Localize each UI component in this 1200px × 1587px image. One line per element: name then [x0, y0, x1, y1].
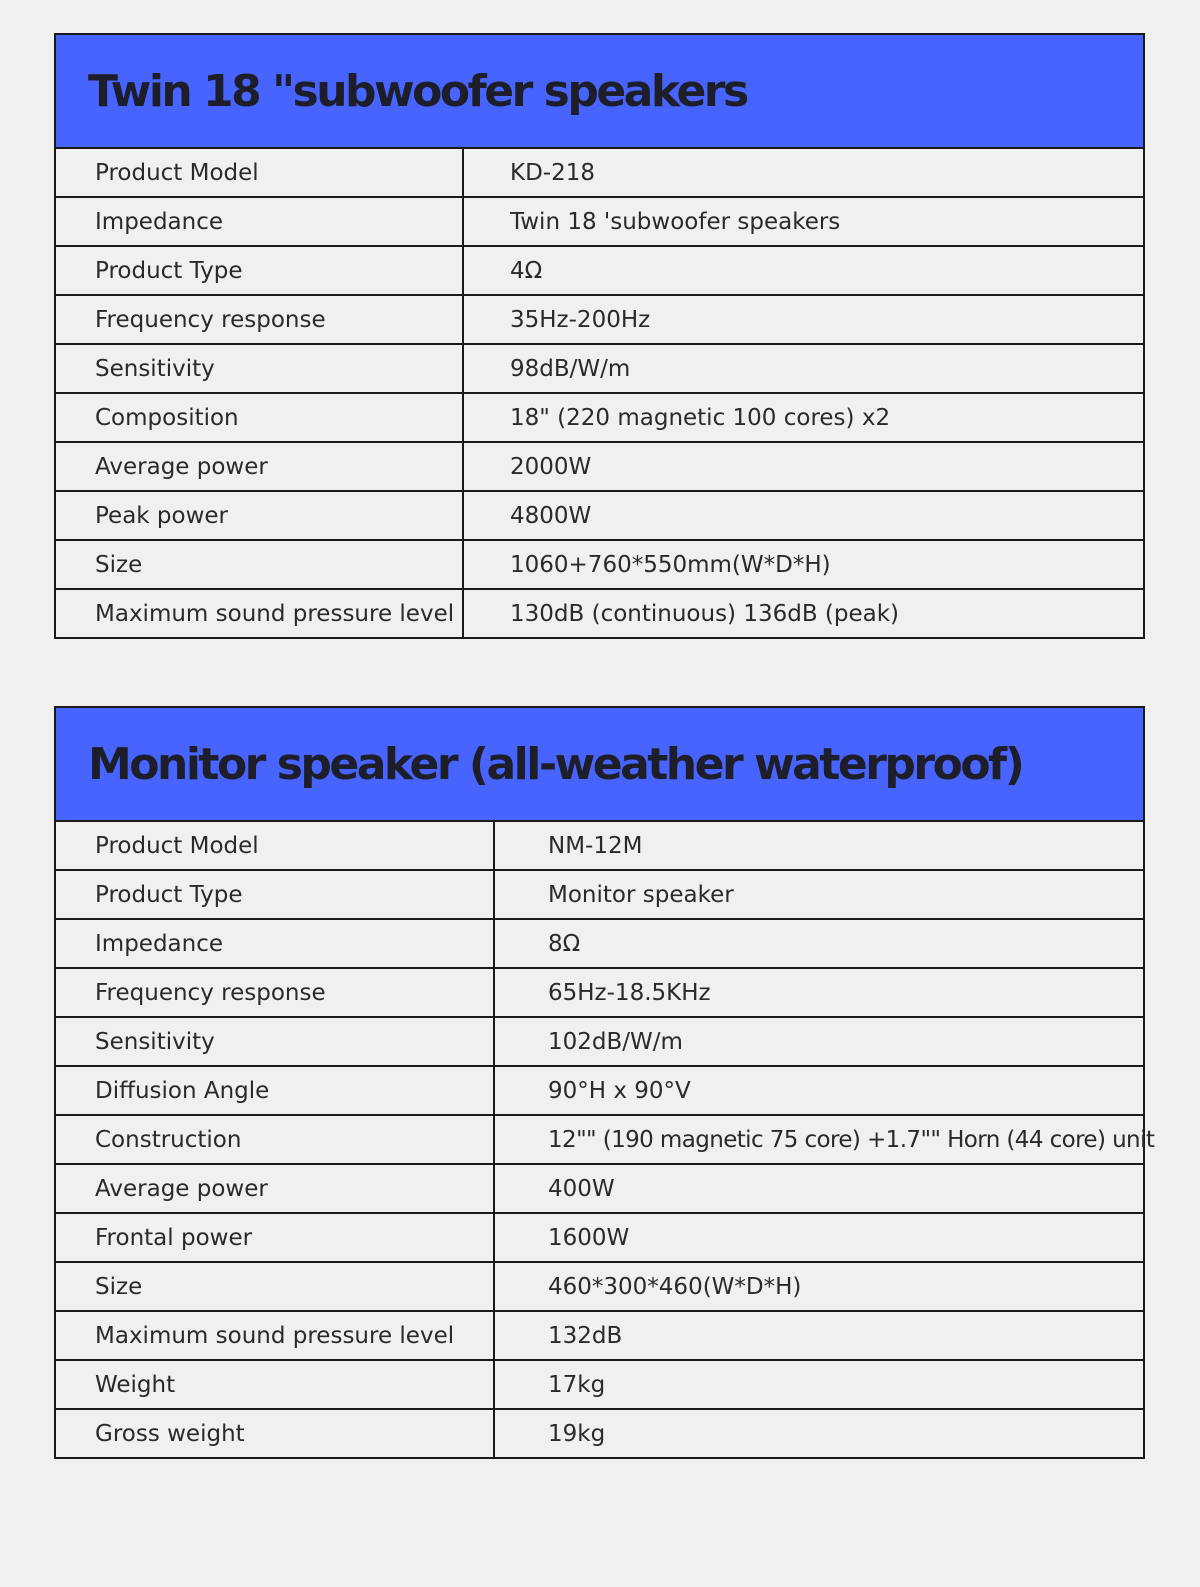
table-row — [56, 1115, 1143, 1164]
table-row — [56, 968, 1143, 1017]
spec-value: 35Hz-200Hz — [463, 295, 1143, 344]
table-row — [56, 589, 1143, 637]
table-row — [56, 1409, 1143, 1457]
monitor-spec-rows — [56, 822, 1155, 1457]
table-row — [56, 540, 1143, 589]
spec-value: 130dB (continuous) 136dB (peak) — [463, 589, 1143, 637]
spec-value: 132dB — [494, 1311, 1143, 1360]
table-row — [56, 1213, 1143, 1262]
spec-label: Frequency response — [56, 295, 463, 344]
spec-label: Product Model — [56, 149, 463, 197]
subwoofer-spec-rows — [56, 149, 1143, 637]
monitor-header — [56, 708, 1143, 822]
spec-label: Size — [56, 540, 463, 589]
subwoofer-header — [56, 35, 1143, 149]
spec-value: Monitor speaker — [494, 870, 1143, 919]
spec-value: 90°H x 90°V — [494, 1066, 1143, 1115]
spec-label: Product Model — [56, 822, 494, 870]
spec-value: 460*300*460(W*D*H) — [494, 1262, 1143, 1311]
spec-label: Maximum sound pressure level — [56, 1311, 494, 1360]
spec-value: 2000W — [463, 442, 1143, 491]
table-row — [56, 1360, 1143, 1409]
table-row — [56, 1164, 1143, 1213]
table-row — [56, 1066, 1143, 1115]
table-row — [56, 197, 1143, 246]
table-row — [56, 1311, 1143, 1360]
spec-label: Construction — [56, 1115, 494, 1164]
spec-value: 400W — [494, 1164, 1143, 1213]
spec-label: Sensitivity — [56, 1017, 494, 1066]
spec-value: Twin 18 'subwoofer speakers — [463, 197, 1143, 246]
spec-label: Product Type — [56, 246, 463, 295]
spec-value: 98dB/W/m — [463, 344, 1143, 393]
spec-value: 4800W — [463, 491, 1143, 540]
spec-value: 18" (220 magnetic 100 cores) x2 — [463, 393, 1143, 442]
spec-label: Weight — [56, 1360, 494, 1409]
spec-label: Peak power — [56, 491, 463, 540]
spec-label: Product Type — [56, 870, 494, 919]
table-row — [56, 1017, 1143, 1066]
table-row — [56, 1262, 1143, 1311]
spec-value: 1060+760*550mm(W*D*H) — [463, 540, 1143, 589]
spec-value: 19kg — [494, 1409, 1143, 1457]
spec-value: KD-218 — [510, 159, 595, 186]
spec-label: Sensitivity — [56, 344, 463, 393]
monitor-title: Monitor speaker (all-weather waterproof) — [88, 738, 1023, 790]
spec-value: 102dB/W/m — [494, 1017, 1143, 1066]
table-row — [56, 393, 1143, 442]
table-row — [56, 822, 1143, 870]
monitor-spec-table — [54, 706, 1155, 1459]
table-row — [56, 442, 1143, 491]
spec-value: 17kg — [494, 1360, 1143, 1409]
spec-label: Average power — [56, 442, 463, 491]
table-row — [56, 344, 1143, 393]
spec-label: Composition — [56, 393, 463, 442]
spec-value: 8Ω — [494, 919, 1143, 968]
spec-value: 12"" (190 magnetic 75 core) +1.7"" Horn (44 core) unit — [494, 1115, 1143, 1164]
spec-label: Gross weight — [56, 1409, 494, 1457]
table-row — [56, 149, 1143, 197]
spec-value: 1600W — [494, 1213, 1143, 1262]
table-row — [56, 491, 1143, 540]
spec-label: Diffusion Angle — [56, 1066, 494, 1115]
table-row — [56, 919, 1143, 968]
spec-value: NM-12M — [548, 832, 643, 859]
spec-label: Size — [56, 1262, 494, 1311]
spec-label: Impedance — [56, 197, 463, 246]
spec-label: Average power — [56, 1164, 494, 1213]
spec-label: Frontal power — [56, 1213, 494, 1262]
table-row — [56, 870, 1143, 919]
table-row — [56, 246, 1143, 295]
spec-label: Impedance — [56, 919, 494, 968]
table-row — [56, 295, 1143, 344]
spec-label: Frequency response — [56, 968, 494, 1017]
spec-value: 4Ω — [463, 246, 1143, 295]
spec-value: 65Hz-18.5KHz — [494, 968, 1143, 1017]
subwoofer-title: Twin 18 "subwoofer speakers — [88, 65, 747, 117]
spec-label: Maximum sound pressure level — [56, 589, 463, 637]
subwoofer-spec-table — [54, 33, 1145, 639]
